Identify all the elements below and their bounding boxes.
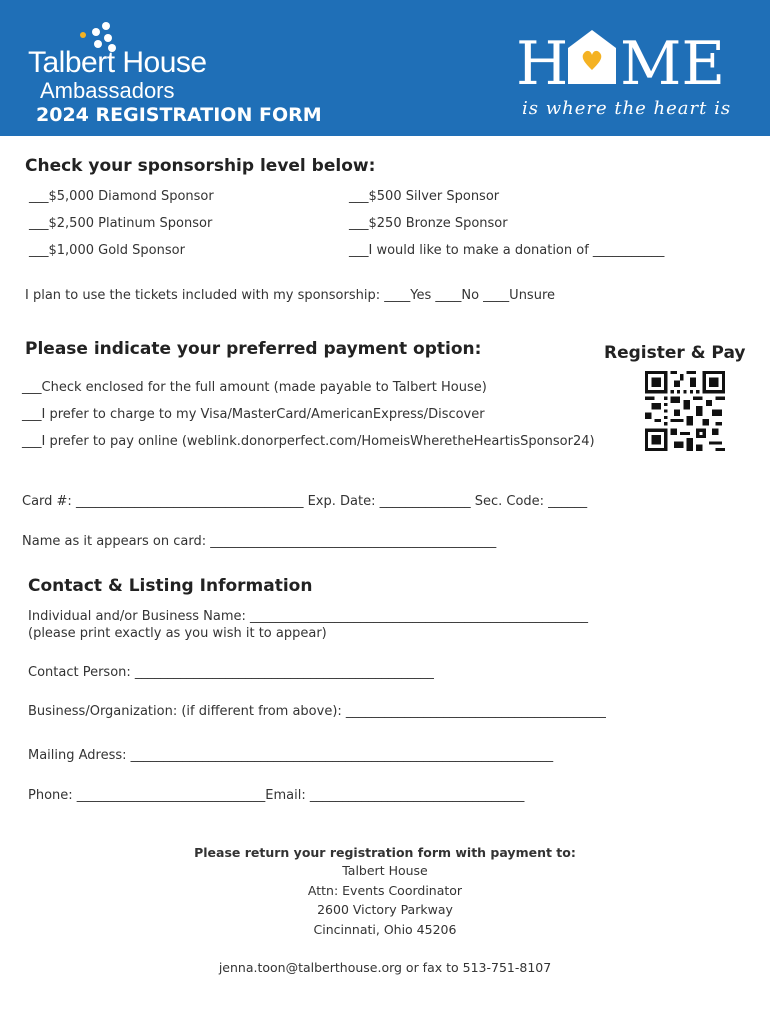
phone-email-field[interactable]: Phone: _____________________________Email: _________________________________ — [28, 788, 525, 803]
header-banner — [0, 0, 770, 136]
qr-code[interactable] — [645, 370, 725, 452]
contact-email-fax[interactable]: jenna.toon@talberthouse.org or fax to 513-751-8107 — [218, 960, 552, 975]
logo-tagline: is where the heart is — [522, 98, 732, 119]
sponsor-level-diamond[interactable]: ___$5,000 Diamond Sponsor — [29, 189, 214, 204]
payment-option-online[interactable]: ___I prefer to pay online (weblink.donorperfect.com/HomeisWheretheHeartisSponsor24) — [22, 434, 595, 449]
listing-name-field[interactable]: Individual and/or Business Name: ____________________________________________________ — [28, 609, 589, 624]
sponsor-donation[interactable]: ___I would like to make a donation of ___________ — [349, 243, 665, 258]
form-title: 2024 REGISTRATION FORM — [36, 104, 322, 126]
sponsor-level-gold[interactable]: ___$1,000 Gold Sponsor — [29, 243, 185, 258]
sponsor-level-silver[interactable]: ___$500 Silver Sponsor — [349, 189, 500, 204]
payment-option-check[interactable]: ___Check enclosed for the full amount (made payable to Talbert House) — [22, 380, 487, 395]
return-instruction: Please return your registration form with payment to: — [194, 845, 576, 860]
mailing-address-field[interactable]: Mailing Adress: _________________________________________________________________ — [28, 748, 554, 763]
logo-letters-me: ME — [620, 29, 726, 92]
listing-name-note: (please print exactly as you wish it to appear) — [28, 626, 327, 641]
address-line: 2600 Victory Parkway — [317, 902, 453, 917]
address-line: Cincinnati, Ohio 45206 — [313, 922, 457, 937]
logo-letter-h: H — [516, 29, 569, 92]
cardholder-name-line[interactable]: Name as it appears on card: ____________________________________________ — [22, 534, 497, 549]
org-subtitle: Ambassadors — [40, 78, 175, 103]
contact-person-field[interactable]: Contact Person: ______________________________________________ — [28, 665, 434, 680]
sponsor-level-platinum[interactable]: ___$2,500 Platinum Sponsor — [29, 216, 213, 231]
card-details-line[interactable]: Card #: ___________________________________ Exp. Date: ______________ Sec. Code: ______ — [22, 494, 588, 509]
sponsorship-heading: Check your sponsorship level below: — [25, 156, 376, 176]
address-line: Talbert House — [342, 863, 428, 878]
register-pay-label: Register & Pay — [604, 343, 746, 363]
home-logo — [516, 26, 736, 92]
payment-heading: Please indicate your preferred payment option: — [25, 339, 482, 359]
org-name: Talbert House — [28, 46, 207, 79]
tickets-usage-line[interactable]: I plan to use the tickets included with my sponsorship: ____Yes ____No ____Unsure — [25, 288, 555, 303]
business-org-field[interactable]: Business/Organization: (if different from above): ________________________________________ — [28, 704, 606, 719]
address-line: Attn: Events Coordinator — [307, 883, 463, 898]
payment-option-card[interactable]: ___I prefer to charge to my Visa/MasterCard/AmericanExpress/Discover — [22, 407, 485, 422]
sponsor-level-bronze[interactable]: ___$250 Bronze Sponsor — [349, 216, 508, 231]
contact-heading: Contact & Listing Information — [28, 576, 313, 596]
